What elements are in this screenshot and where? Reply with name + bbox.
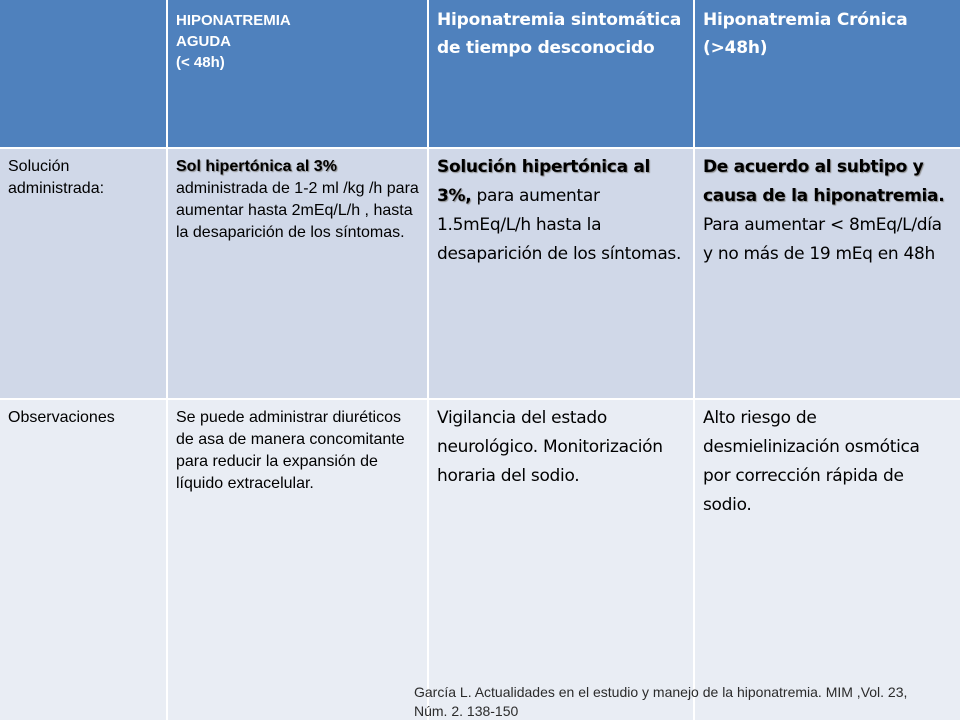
row-label-solution: [0, 149, 166, 398]
header-chronic-text: Hiponatremia Crónica (>48h): [703, 10, 908, 58]
observations-unknown-text: Vigilancia del estado neurológico. Monitorización horaria del sodio.: [437, 408, 663, 486]
solution-acute-bold: Sol hipertónica al 3%: [176, 158, 337, 175]
cell-observations-unknown-time: [429, 400, 693, 720]
cell-observations-acute: [168, 400, 427, 720]
header-unknown-time-text: Hiponatremia sintomática de tiempo desconocido: [437, 10, 682, 58]
solution-chronic-bold: De acuerdo al subtipo y causa de la hiponatremia.: [703, 157, 945, 206]
solution-unknown-bold: Solución hipertónica al 3%,: [437, 157, 651, 206]
citation-text: García L. Actualidades en el estudio y manejo de la hiponatremia. MIM ,Vol. 23, Núm. 2. 138-150: [414, 684, 908, 719]
cell-solution-unknown-time: [429, 149, 693, 398]
header-cell-acute: [168, 0, 427, 147]
solution-acute-text: administrada de 1-2 ml /kg /h para aumentar hasta 2mEq/L/h , hasta la desaparición de los síntomas.: [176, 180, 419, 241]
header-acute-line3: (< 48h): [176, 54, 225, 71]
cell-observations-chronic: [695, 400, 960, 720]
cell-solution-acute: [168, 149, 427, 398]
header-acute-line2: AGUDA: [176, 33, 231, 50]
observations-acute-text: Se puede administrar diuréticos de asa de manera concomitante para reducir la expansión de líquido extracelular.: [176, 409, 405, 492]
row-label-observations: [0, 400, 166, 720]
row-observations-label: Observaciones: [8, 409, 115, 426]
row-solution-label: Solución administrada:: [8, 158, 105, 197]
header-cell-chronic: [695, 0, 960, 147]
cell-solution-chronic: [695, 149, 960, 398]
header-cell-unknown-time: [429, 0, 693, 147]
solution-unknown-text: para aumentar 1.5mEq/L/h hasta la desaparición de los síntomas.: [437, 186, 682, 264]
header-cell-empty: [0, 0, 166, 147]
solution-chronic-text: Para aumentar < 8mEq/L/día y no más de 19 mEq en 48h: [703, 215, 942, 264]
observations-chronic-text: Alto riesgo de desmielinización osmótica por corrección rápida de sodio.: [703, 408, 920, 515]
header-acute-line1: HIPONATREMIA: [176, 12, 291, 29]
